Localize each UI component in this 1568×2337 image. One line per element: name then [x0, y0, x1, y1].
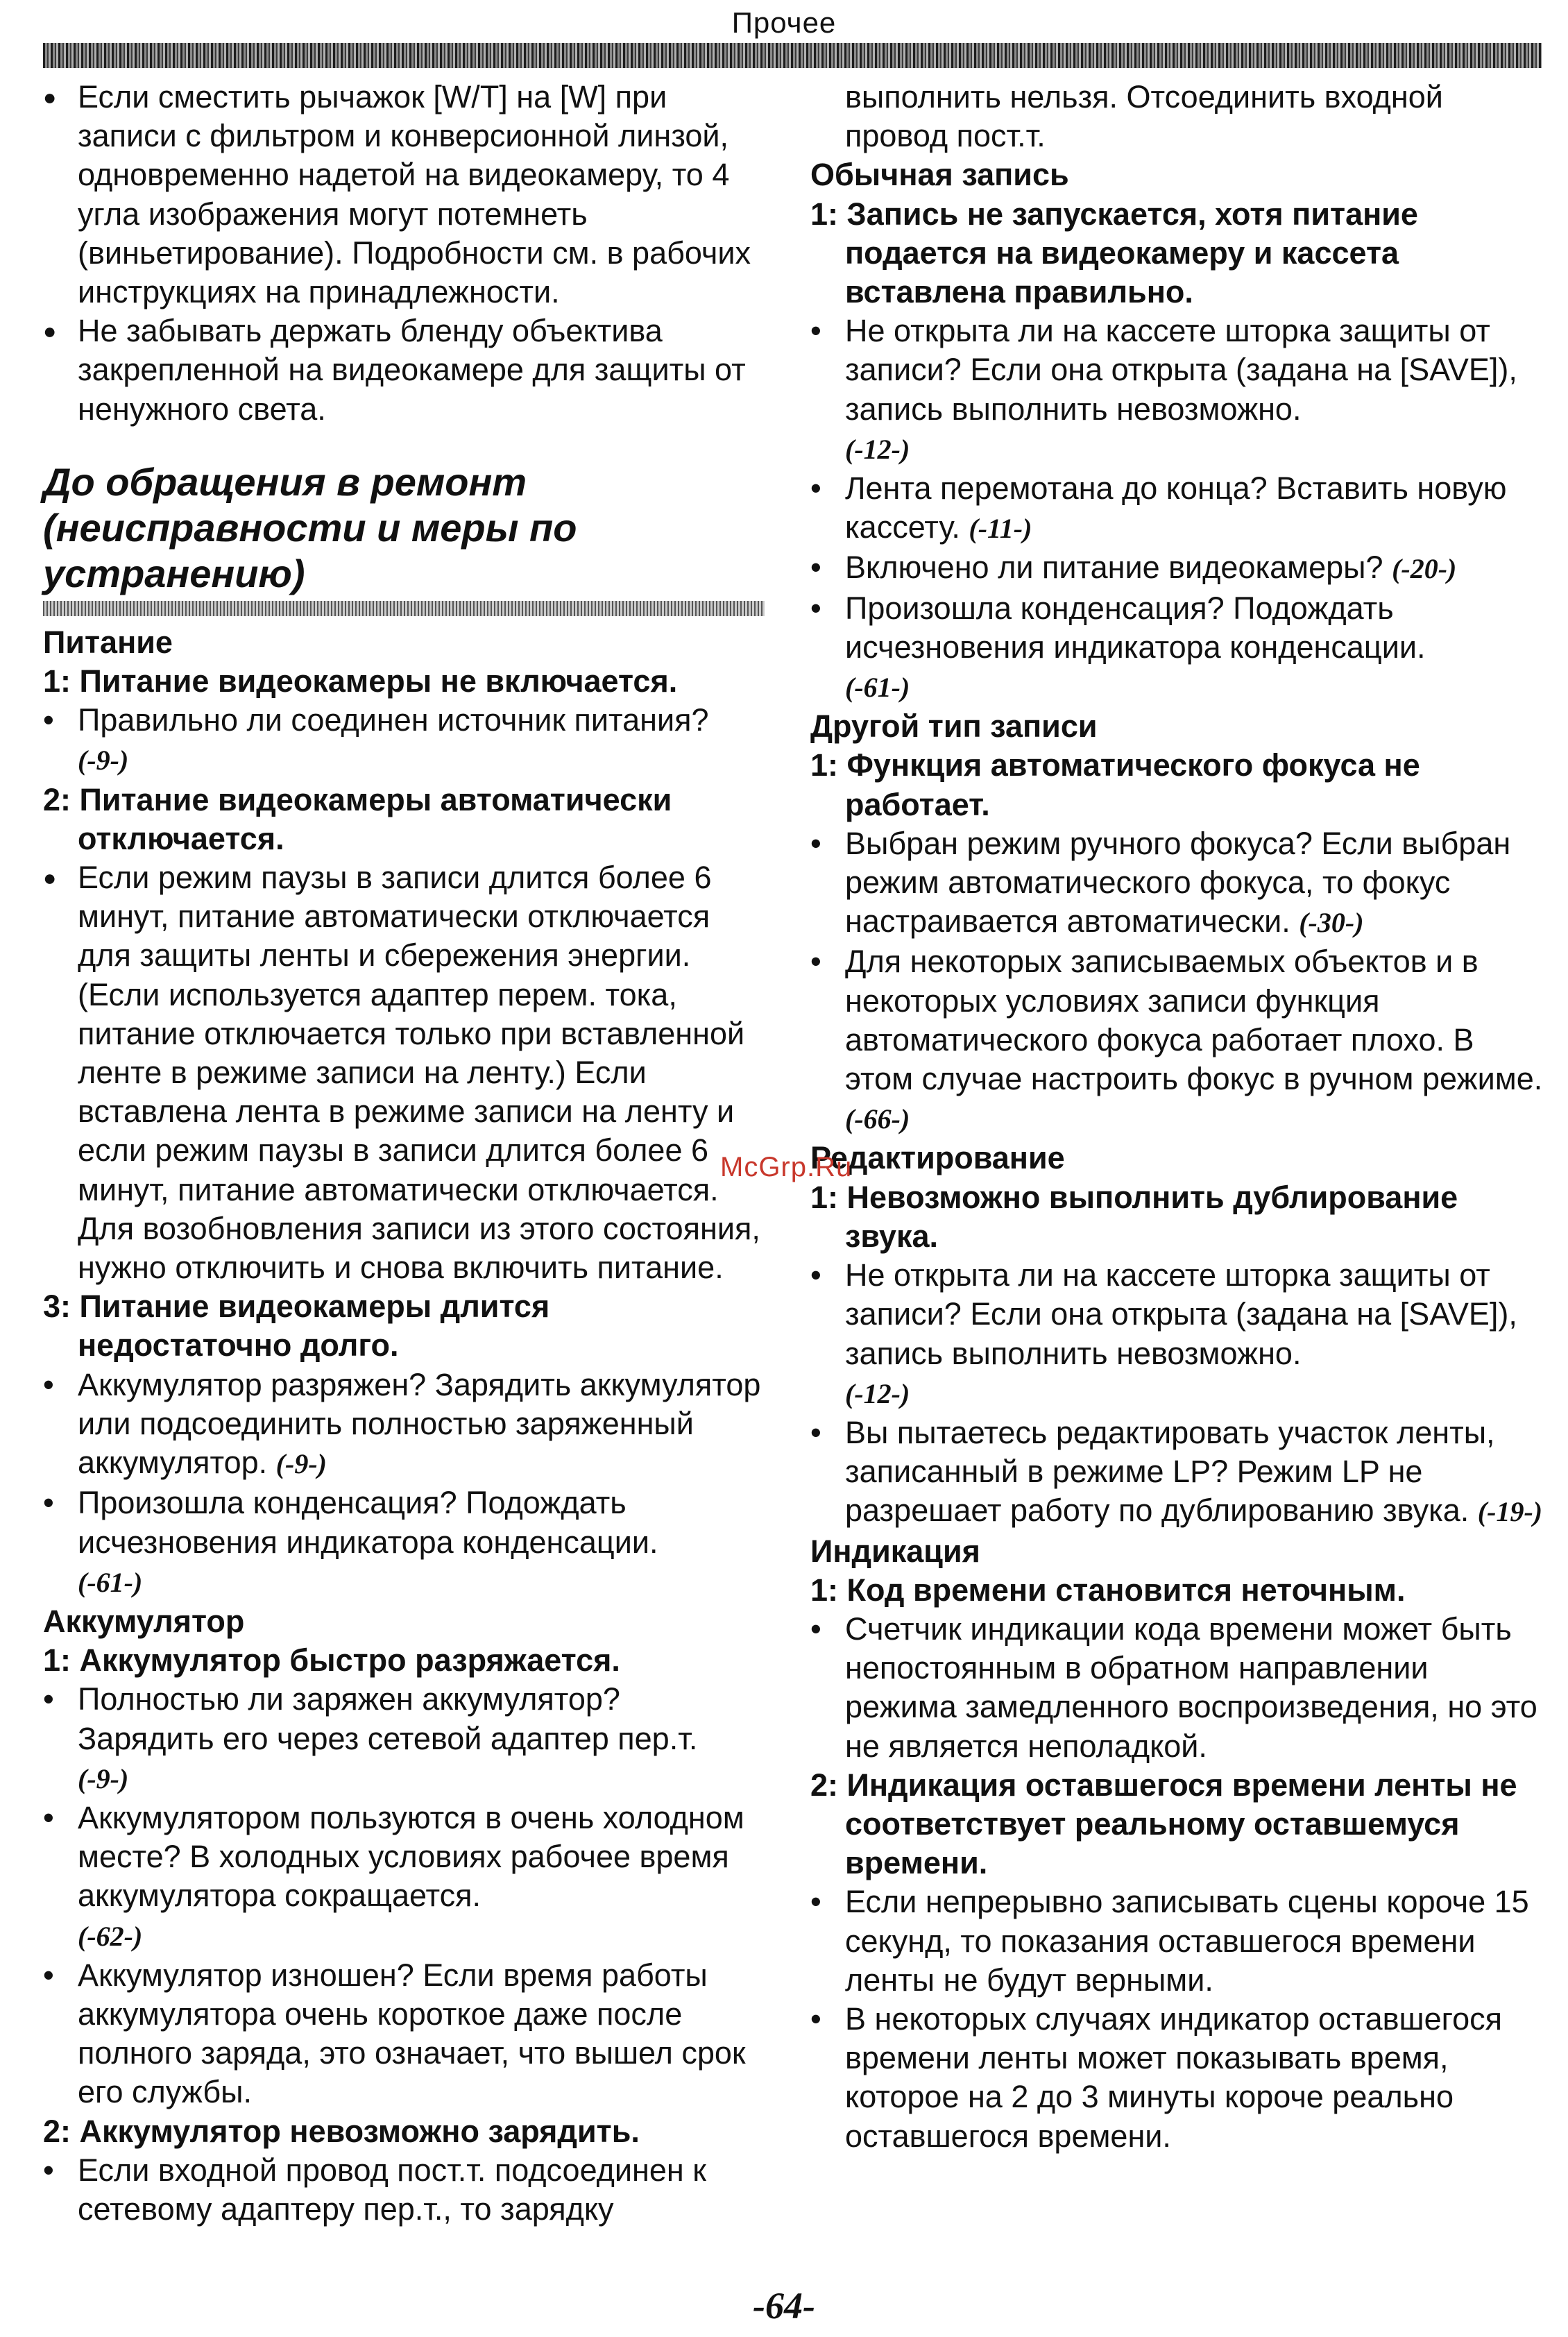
carry-over-text: выполнить нельзя. Отсоединить входной провод пост.т.	[845, 79, 1443, 154]
section-title-line: устранению)	[43, 551, 305, 595]
section-title	[43, 459, 765, 597]
page-ref: (-61-)	[845, 672, 910, 704]
page-ref: (-66-)	[845, 1103, 910, 1135]
heading-battery: Аккумулятор	[43, 1603, 245, 1639]
page-ref: (-9-)	[78, 745, 129, 776]
page-ref: (-20-)	[1392, 553, 1457, 585]
bullet-editing-2: • Вы пытаетесь редактировать участок ленты, записанный в режиме LP? Режим LP не разрешает работу по дублированию звука. (-19-)	[810, 1413, 1546, 1532]
intro-bullet-filter: ● Если сместить рычажок [W/T] на [W] при записи с фильтром и конверсионной линзой, одновременно надетой на видеокамеру, то 4 угла изображения могут потемнеть (виньетирование). Подробности см. в рабочих инструкциях на принадлежности.	[43, 78, 765, 312]
question-power-2: 2: Питание видеокамеры автоматически отключается.	[43, 781, 672, 856]
right-column	[810, 78, 1546, 2156]
question-battery-1: 1: Аккумулятор быстро разряжается.	[43, 1642, 620, 1679]
page-ref: (-11-)	[969, 513, 1032, 545]
question-power-1: 1: Питание видеокамеры не включается.	[43, 663, 678, 699]
question-battery-2: 2: Аккумулятор невозможно зарядить.	[43, 2113, 640, 2149]
bullet-power-3-2: • Произошла конденсация? Подождать исчезновения индикатора конденсации. (-61-)	[43, 1484, 765, 1602]
bullet-normal-recording-2: • Лента перемотана до конца? Вставить новую кассету. (-11-)	[810, 469, 1546, 548]
bullet-power-3-1: • Аккумулятор разряжен? Зарядить аккумулятор или подсоединить полностью заряженный аккумулятор. (-9-)	[43, 1366, 765, 1484]
page-ref: (-30-)	[1299, 907, 1364, 939]
section-rule	[43, 601, 765, 616]
heading-power: Питание	[43, 624, 173, 660]
bullet-battery-1-3: • Аккумулятор изношен? Если время работы аккумулятора очень короткое даже после полного заряда, это означает, что вышел срок его службы.	[43, 1956, 765, 2112]
page-ref: (-9-)	[78, 1762, 129, 1794]
intro-bullet-lens-hood: ● Не забывать держать бленду объектива закрепленной на видеокамере для защиты от ненужного света.	[43, 312, 765, 429]
question-other-recording-1: 1: Функция автоматического фокуса не работает.	[810, 747, 1420, 822]
bullet-normal-recording-3: • Включено ли питание видеокамеры? (-20-)	[810, 548, 1546, 588]
section-title-line: (неисправности и меры по	[43, 505, 577, 550]
question-normal-recording-1: 1: Запись не запускается, хотя питание подается на видеокамеру и кассета вставлена правильно.	[810, 196, 1418, 310]
bullet-indication-2-2: • В некоторых случаях индикатор оставшегося времени ленты может показывать время, которое на 2 до 3 минуты короче реально оставшегося времени.	[810, 2000, 1546, 2156]
page-header-title: Прочее	[731, 6, 837, 39]
heading-normal-recording: Обычная запись	[810, 157, 1069, 193]
page-ref: (-61-)	[78, 1566, 143, 1598]
bullet-normal-recording-1: • Не открыта ли на кассете шторка защиты от записи? Если она открыта (задана на [SAVE]), запись выполнить невозможно. (-12-)	[810, 312, 1546, 469]
bullet-power-2-1-continuation: Для возобновления записи из этого состояния, нужно отключить и снова включить питание.	[78, 1210, 760, 1286]
heading-other-recording: Другой тип записи	[810, 708, 1098, 745]
page-ref: (-62-)	[78, 1920, 143, 1952]
bullet-normal-recording-4: • Произошла конденсация? Подождать исчезновения индикатора конденсации. (-61-)	[810, 589, 1546, 708]
page-ref: (-12-)	[845, 433, 910, 465]
bullet-battery-1-1: • Полностью ли заряжен аккумулятор? Зарядить его через сетевой адаптер пер.т. (-9-)	[43, 1680, 765, 1799]
heading-indication: Индикация	[810, 1533, 980, 1569]
watermark: McGrp.Ru	[720, 1152, 853, 1182]
bullet-editing-1: • Не открыта ли на кассете шторка защиты от записи? Если она открыта (задана на [SAVE]), запись выполнить невозможно. (-12-)	[810, 1256, 1546, 1413]
page-ref: (-12-)	[845, 1377, 910, 1409]
question-indication-2: 2: Индикация оставшегося времени ленты не соответствует реальному оставшемуся времени.	[810, 1767, 1517, 1881]
page-ref: (-19-)	[1477, 1496, 1543, 1528]
section-title-line: До обращения в ремонт	[43, 459, 527, 504]
question-power-3: 3: Питание видеокамеры длится недостаточно долго.	[43, 1289, 550, 1363]
bullet-other-recording-1: • Выбран режим ручного фокуса? Если выбран режим автоматического фокуса, то фокус настраивается автоматически. (-30-)	[810, 824, 1546, 943]
question-indication-1: 1: Код времени становится неточным.	[810, 1572, 1406, 1608]
bullet-indication-1-1: • Счетчик индикации кода времени может быть непостоянным в обратном направлении режима замедленного воспроизведения, но это не является неполадкой.	[810, 1610, 1546, 1766]
bullet-battery-1-2: • Аккумулятором пользуются в очень холодном месте? В холодных условиях рабочее время аккумулятора сокращается. (-62-)	[43, 1799, 765, 1956]
bullet-indication-2-1: • Если непрерывно записывать сцены короче 15 секунд, то показания оставшегося времени ленты не будут верными.	[810, 1883, 1546, 2000]
heading-editing: Редактирование	[810, 1140, 1065, 1176]
left-column	[43, 78, 765, 2229]
bullet-power-2-1: ● Если режим паузы в записи длится более 6 минут, питание автоматически отключается для защиты ленты и сбережения энергии. (Если используется адаптер перем. тока, питание отключается только при вставленной ленте в режиме записи на ленту.) Если вставлена лента в режиме записи на ленту и если режим паузы в записи длится более 6 минут, питание автоматически отключается.	[43, 858, 765, 1209]
page-ref: (-9-)	[275, 1448, 327, 1480]
header-rule	[43, 43, 1542, 68]
bullet-other-recording-2: • Для некоторых записываемых объектов и в некоторых условиях записи функция автоматического фокуса работает плохо. В этом случае настроить фокус в ручном режиме. (-66-)	[810, 942, 1546, 1139]
bullet-power-1-1: • Правильно ли соединен источник питания? (-9-)	[43, 701, 765, 780]
question-editing-1: 1: Невозможно выполнить дублирование звука.	[810, 1179, 1458, 1254]
page-number: -64-	[753, 2285, 815, 2327]
bullet-battery-2-1: • Если входной провод пост.т. подсоединен к сетевому адаптеру пер.т., то зарядку	[43, 2151, 765, 2229]
